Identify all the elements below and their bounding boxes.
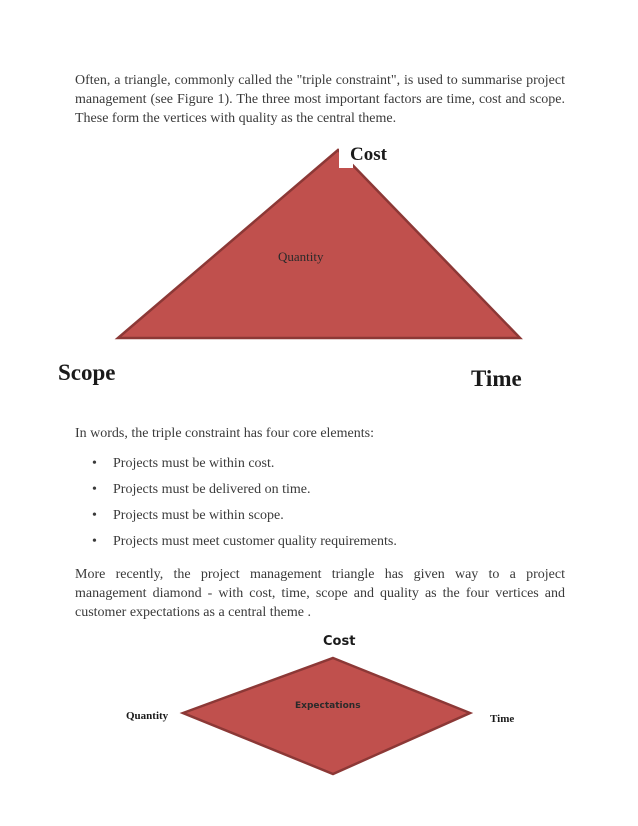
triangle-vertex-time: Time: [471, 366, 522, 391]
intro-paragraph: Often, a triangle, commonly called the "triple constraint", is used to summarise project management (see Figure 1). The three most important factors are time, cost and scope. These form the vertices with quality as the central theme.: [75, 73, 565, 126]
bullet-icon: •: [92, 508, 97, 523]
list-item: [92, 507, 397, 533]
diamond-vertex-quantity: Quantity: [126, 710, 169, 722]
bullet-icon: •: [92, 456, 97, 471]
diamond-center-label: Expectations: [295, 701, 361, 711]
triangle-vertex-scope: Scope: [58, 360, 116, 385]
triangle-vertex-cost: Cost: [350, 144, 387, 165]
list-item-text: Projects must be delivered on time.: [113, 482, 311, 497]
diamond-paragraph: More recently, the project management triangle has given way to a project management diamond - with cost, time, scope and quality as the four vertices and customer expectations as a central theme .: [75, 567, 565, 620]
list-item: [92, 533, 397, 559]
list-item-text: Projects must be within scope.: [113, 508, 284, 523]
core-elements-list: [92, 455, 397, 559]
diamond-vertex-cost: Cost: [323, 634, 356, 649]
diamond-vertex-time: Time: [490, 713, 515, 725]
bullet-icon: •: [92, 534, 97, 549]
list-item-text: Projects must meet customer quality requirements.: [113, 534, 397, 549]
bullet-icon: •: [92, 482, 97, 497]
list-item: [92, 481, 397, 507]
triple-constraint-triangle: [118, 150, 520, 338]
list-item-text: Projects must be within cost.: [113, 456, 275, 471]
project-diamond: [183, 658, 470, 774]
triangle-center-label: Quantity: [278, 249, 324, 264]
list-item: [92, 455, 397, 481]
elements-intro-paragraph: In words, the triple constraint has four core elements:: [75, 426, 374, 441]
